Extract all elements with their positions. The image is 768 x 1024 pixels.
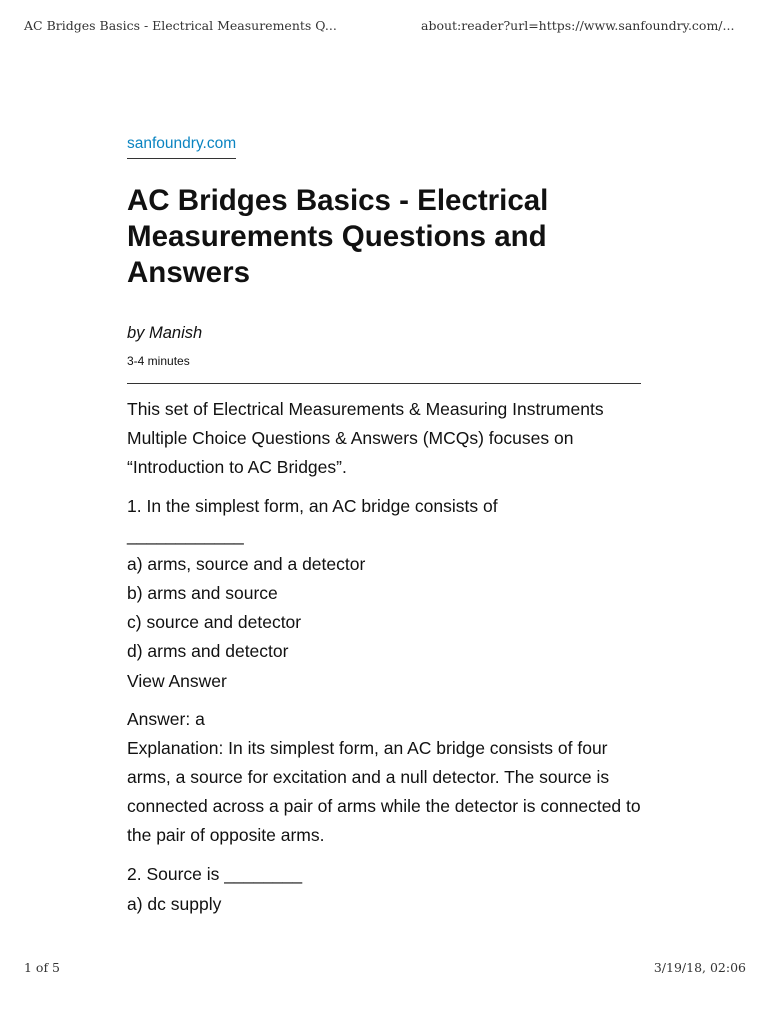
page-number: 1 of 5 [24,960,61,975]
view-answer-button[interactable]: View Answer [127,671,227,691]
print-header [0,18,768,38]
print-header-url: about:reader?url=https://www.sanfoundry.com/... [421,18,735,33]
reading-time: 3-4 minutes [127,354,190,368]
print-header-title: AC Bridges Basics - Electrical Measurements Q... [24,18,337,33]
question-1-option-d: d) arms and detector [127,641,289,661]
article-byline: by Manish [127,324,203,342]
question-1-option-b: b) arms and source [127,583,278,603]
question-1-option-c: c) source and detector [127,612,302,632]
intro-paragraph: This set of Electrical Measurements & Measuring Instruments Multiple Choice Questions & Answers (MCQs) focuses on “Introduction to AC Bridges”. [127,399,604,477]
question-1-answer: Answer: a [127,709,205,729]
question-1-option-a: a) arms, source and a detector [127,554,366,574]
question-1-text: 1. In the simplest form, an AC bridge consists of [127,496,498,516]
question-2-text: 2. Source is ________ [127,864,303,884]
print-datetime: 3/19/18, 02:06 [653,960,746,975]
print-footer [0,960,768,980]
question-2-option-a: a) dc supply [127,894,222,914]
question-1-explanation: Explanation: In its simplest form, an AC bridge consists of four arms, a source for excitation and a null detector. The source is connected across a pair of arms while the detector is connected to the pair of opposite arms. [127,738,641,845]
header-divider [127,383,641,384]
question-1-blank: ____________ [127,525,244,545]
article-title: AC Bridges Basics - Electrical Measurements Questions and Answers [127,184,549,289]
source-domain-link[interactable]: sanfoundry.com [127,134,236,159]
